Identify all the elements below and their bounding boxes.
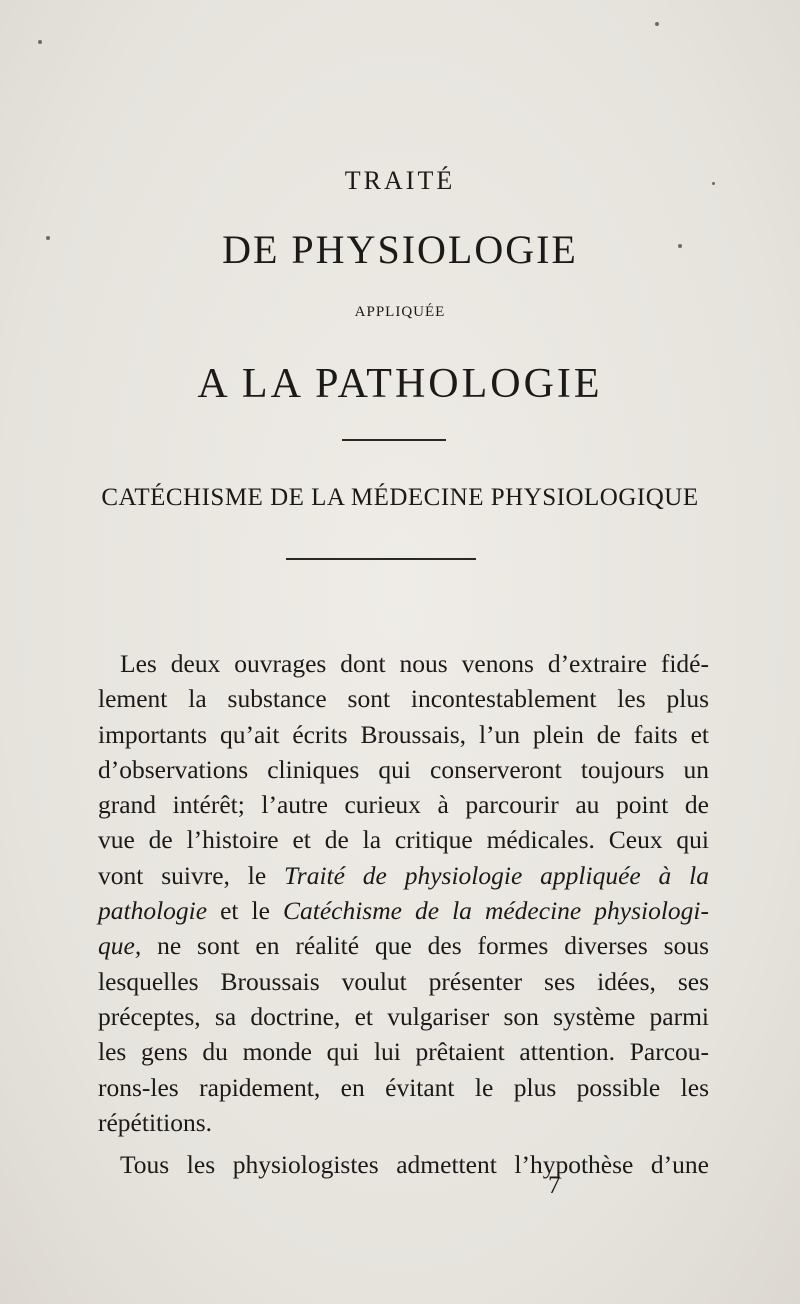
title-line-appliquee: APPLIQUÉE	[354, 304, 446, 320]
subtitle-divider	[286, 558, 476, 560]
text-line	[98, 893, 709, 928]
title-line-physiologie: DE PHYSIOLOGIE	[222, 227, 578, 272]
text-line: lement la substance sont incontestablement les plus	[98, 684, 709, 714]
paper-speck	[655, 22, 659, 26]
text-line	[98, 858, 709, 893]
text-line: vue de l’histoire et de la critique médicales. Ceux qui	[98, 825, 709, 855]
paper-speck	[38, 40, 42, 44]
text-run: et le	[220, 896, 270, 926]
text-line: importants qu’ait écrits Broussais, l’un plein de faits et	[98, 719, 709, 749]
text-line: répétitions.	[98, 1107, 213, 1137]
page-number: 7	[548, 1172, 561, 1199]
book-title-italic: que,	[98, 931, 142, 961]
subtitle-catechisme: CATÉCHISME DE LA MÉDECINE PHYSIOLOGIQUE	[101, 484, 699, 511]
text-line	[98, 928, 709, 963]
title-divider	[342, 439, 446, 441]
title-line-pathologie: A LA PATHOLOGIE	[197, 361, 603, 407]
text-line: d’observations cliniques qui conserveront toujours un	[98, 754, 709, 784]
book-title-italic: pathologie	[98, 896, 208, 926]
text-line: Les deux ouvrages dont nous venons d’extraire fidé-	[120, 649, 709, 678]
book-title-italic: Traité de physiologie appliquée à la	[284, 860, 710, 890]
text-run: ne sont en réalité que des formes diverses sous	[157, 931, 710, 961]
text-run: vont suivre, le	[98, 860, 267, 890]
title-line-traite: TRAITÉ	[344, 166, 456, 195]
text-line: préceptes, sa doctrine, et vulgariser son système parmi	[98, 1001, 709, 1031]
text-line: rons-les rapidement, en évitant le plus possible les	[98, 1072, 709, 1102]
book-title-italic: Catéchisme de la médecine physiologi-	[282, 896, 709, 926]
text-line: les gens du monde qui lui prêtaient attention. Parcou-	[98, 1037, 709, 1067]
text-line: grand intérêt; l’autre curieux à parcourir au point de	[98, 790, 709, 820]
text-line: lesquelles Broussais voulut présenter ses idées, ses	[98, 966, 709, 996]
text-line: Tous les physiologistes admettent l’hypothèse d’une	[120, 1150, 709, 1180]
body-text	[98, 646, 709, 1182]
